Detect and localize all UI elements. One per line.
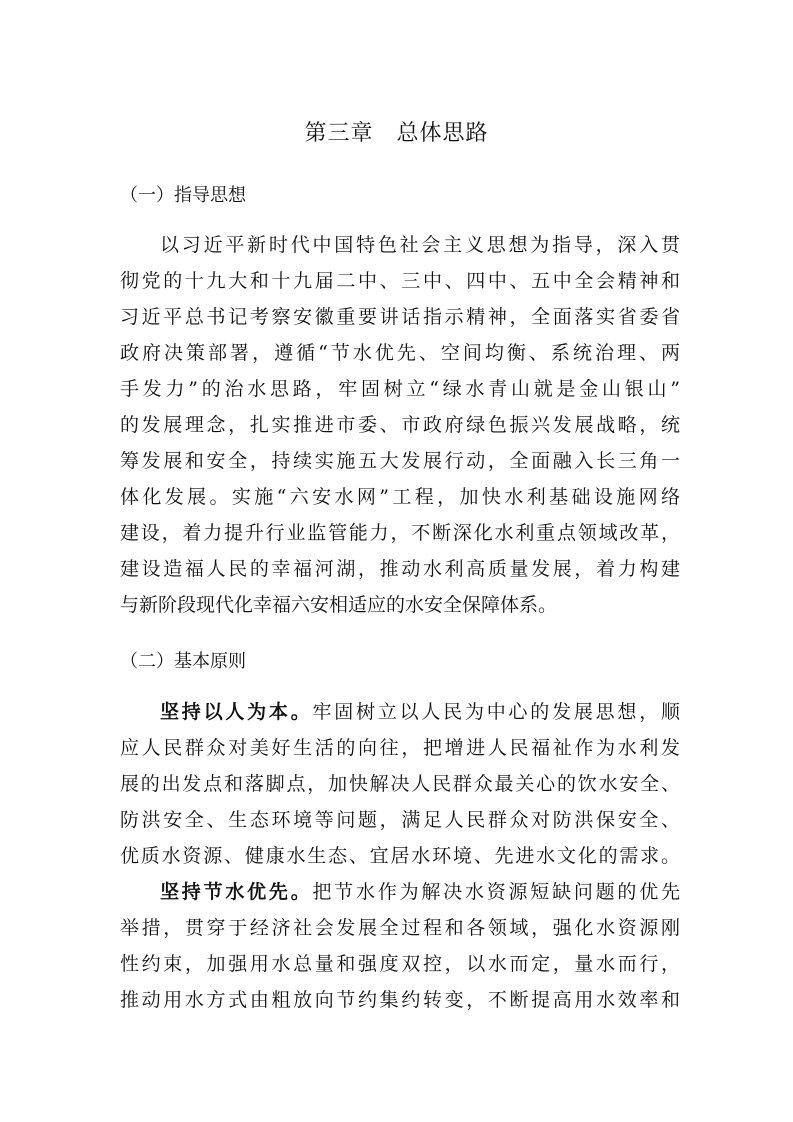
paragraph-line: 举措，贯穿于经济社会发展全过程和各领域，强化水资源刚 xyxy=(120,917,680,939)
paragraph-line: 筹发展和安全，持续实施五大发展行动，全面融入长三角一 xyxy=(120,450,680,472)
principle-first-line xyxy=(160,877,680,907)
paragraph-line: 展的出发点和落脚点，加快解决人民群众最关心的饮水安全、 xyxy=(120,773,680,795)
chapter-title: 第三章 总体思路 xyxy=(304,121,489,146)
paragraph-line: 优质水资源、健康水生态、宜居水环境、先进水文化的需求。 xyxy=(120,845,680,867)
principle-first-line xyxy=(160,697,680,727)
paragraph-line: 建设造福人民的幸福河湖，推动水利高质量发展，着力构建 xyxy=(120,558,680,580)
paragraph-line: 彻党的十九大和十九届二中、三中、四中、五中全会精神和 xyxy=(120,270,680,292)
paragraph-line: 手发力”的治水思路，牢固树立“绿水青山就是金山银山” xyxy=(120,378,680,400)
paragraph-line: 习近平总书记考察安徽重要讲话指示精神，全面落实省委省 xyxy=(120,306,680,328)
paragraph-line: 性约束，加强用水总量和强度双控，以水而定，量水而行， xyxy=(120,953,680,975)
paragraph-line: 防洪安全、生态环境等问题，满足人民群众对防洪保安全、 xyxy=(120,809,680,831)
section-heading-basic-principles: （二）基本原则 xyxy=(120,651,246,672)
paragraph-line: 以习近平新时代中国特色社会主义思想为指导，深入贯 xyxy=(160,234,680,256)
paragraph-line: 建设，着力提升行业监管能力，不断深化水利重点领域改革， xyxy=(120,522,680,544)
principle-text: 牢固树立以人民为中心的发展思想，顺 xyxy=(312,701,680,723)
paragraph-line: 应人民群众对美好生活的向往，把增进人民福祉作为水利发 xyxy=(120,737,680,759)
paragraph-line: 的发展理念，扎实推进市委、市政府绿色振兴发展战略，统 xyxy=(120,414,680,436)
paragraph-line: 政府决策部署，遵循“节水优先、空间均衡、系统治理、两 xyxy=(120,342,680,364)
paragraph-line: 体化发展。实施“六安水网”工程，加快水利基础设施网络 xyxy=(120,486,680,508)
principle-lead: 坚持以人为本。 xyxy=(160,701,313,723)
paragraph-line: 与新阶段现代化幸福六安相适应的水安全保障体系。 xyxy=(120,594,558,616)
principle-text: 把节水作为解决水资源短缺问题的优先 xyxy=(312,881,680,903)
section-heading-guiding-ideology: （一）指导思想 xyxy=(120,185,246,206)
principle-lead: 坚持节水优先。 xyxy=(160,881,313,903)
paragraph-line: 推动用水方式由粗放向节约集约转变，不断提高用水效率和 xyxy=(120,989,680,1011)
